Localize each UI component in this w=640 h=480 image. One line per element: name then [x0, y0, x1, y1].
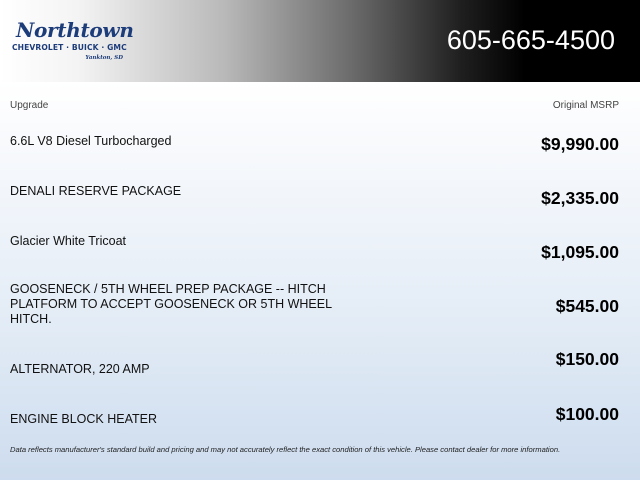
upgrade-name: 6.6L V8 Diesel Turbocharged — [10, 134, 172, 148]
msrp-column-header: Original MSRP — [552, 100, 619, 111]
upgrade-name: Glacier White Tricoat — [10, 234, 127, 248]
upgrade-price: $2,335.00 — [541, 188, 619, 208]
upgrade-name: ENGINE BLOCK HEATER — [10, 412, 158, 426]
phone-number[interactable]: 605-665-4500 — [446, 25, 615, 55]
logo-location: Yankton, SD — [85, 55, 123, 61]
upgrade-price: $545.00 — [555, 296, 619, 316]
upgrade-name: ALTERNATOR, 220 AMP — [10, 362, 150, 376]
upgrade-price: $100.00 — [555, 404, 619, 424]
upgrade-name: DENALI RESERVE PACKAGE — [10, 184, 182, 198]
upgrade-price: $9,990.00 — [541, 134, 619, 154]
upgrade-column-header: Upgrade — [10, 100, 49, 111]
disclaimer-text: Data reflects manufacturer's standard build and pricing and may not accurately reflect the exact condition of this vehicle. Please contact dealer for more information. — [10, 445, 561, 454]
upgrade-name: GOOSENECK / 5TH WHEEL PREP PACKAGE -- HITCH PLATFORM TO ACCEPT GOOSENECK OR 5TH WHEEL HITCH. — [10, 282, 332, 326]
logo-brands: CHEVROLET · BUICK · GMC — [12, 43, 127, 52]
header-banner — [0, 0, 640, 82]
upgrade-price: $150.00 — [555, 349, 619, 369]
dealer-logo — [12, 18, 134, 64]
upgrade-price: $1,095.00 — [541, 242, 619, 262]
logo-name: Northtown — [16, 18, 134, 42]
